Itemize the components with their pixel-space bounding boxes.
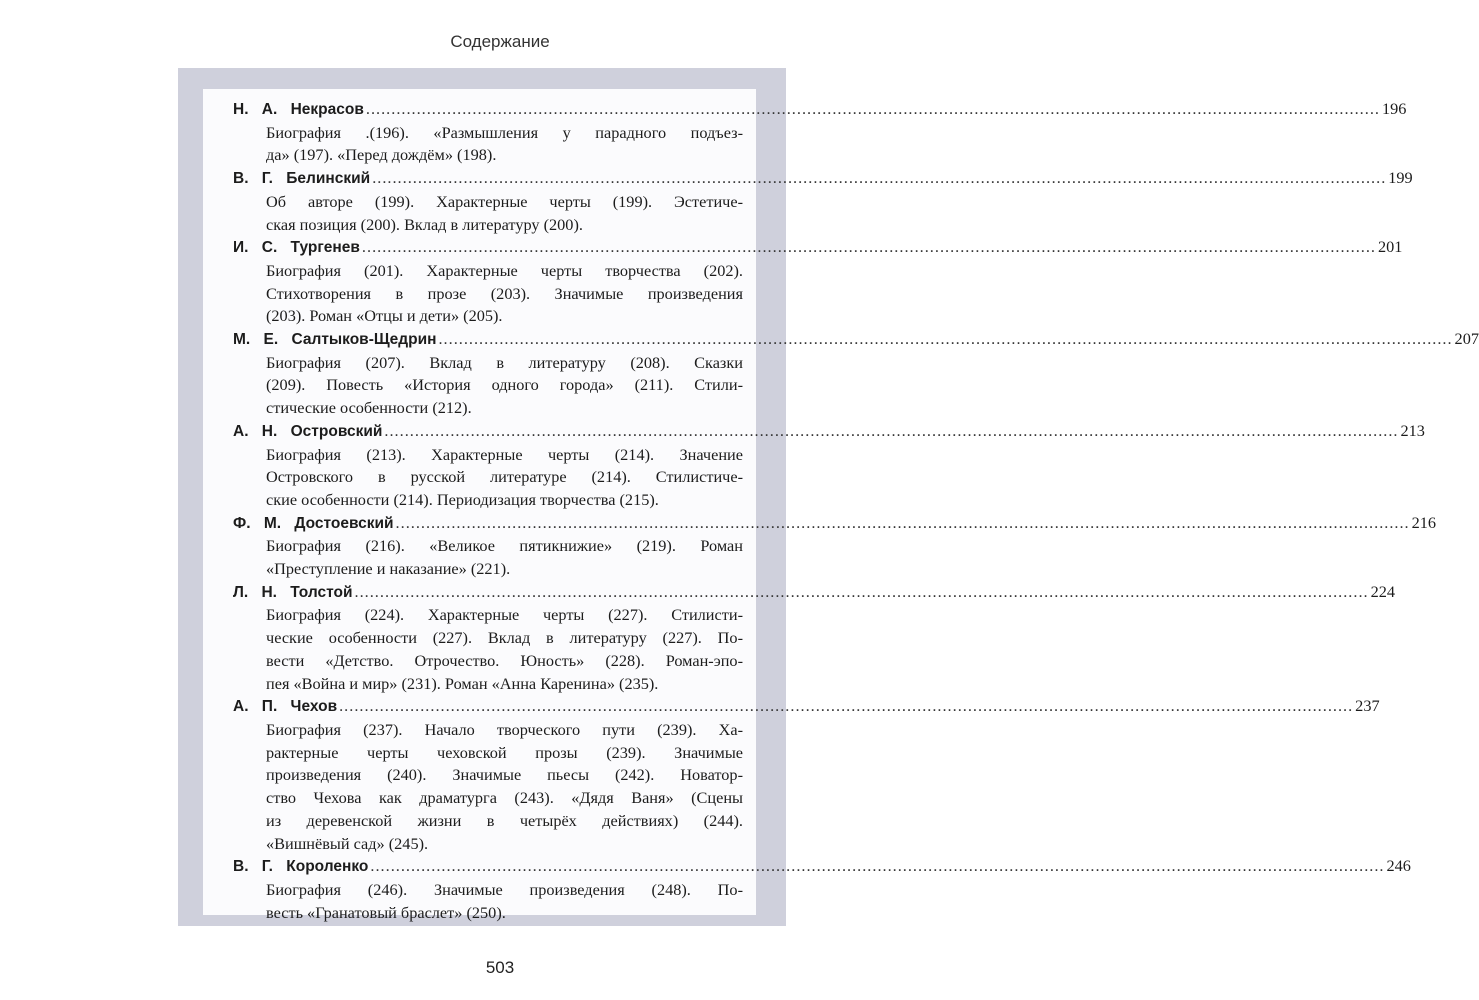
toc-entry xyxy=(233,328,1479,420)
description-line: из деревенской жизни в четырёх действиях) (244). xyxy=(266,810,743,830)
dot-leader: ........................................................................................................................................................................................................ xyxy=(339,696,1354,716)
description-line: Биография (246). Значимые произведения (248). По- xyxy=(266,879,743,899)
description-line: Биография (237). Начало творческого пути (239). Ха- xyxy=(266,719,743,739)
description-line: Об авторе (199). Характерные черты (199). Эстетиче- xyxy=(266,191,743,211)
description-line: Биография (224). Характерные черты (227). Стилисти- xyxy=(266,605,743,625)
toc-entry xyxy=(233,695,1380,855)
toc-entry xyxy=(233,236,1403,328)
toc-entry-title[interactable] xyxy=(233,855,1411,879)
author-name: Л. Н. Толстой xyxy=(233,583,353,601)
table-of-contents xyxy=(233,98,1479,924)
dot-leader: ........................................................................................................................................................................................................ xyxy=(384,420,1399,440)
toc-page-number: 246 xyxy=(1386,856,1411,876)
toc-entry-description xyxy=(233,191,743,236)
author-name: И. С. Тургенев xyxy=(233,239,360,257)
toc-page-number: 213 xyxy=(1400,420,1425,440)
description-line: Стихотворения в прозе (203). Значимые произведения xyxy=(266,283,743,303)
toc-entry xyxy=(233,420,1425,512)
toc-entry xyxy=(233,581,1395,696)
toc-entry xyxy=(233,167,1413,236)
description-line: произведения (240). Значимые пьесы (242). Новатор- xyxy=(266,765,743,785)
toc-entry-description xyxy=(233,122,743,167)
description-line: весть «Гранатовый браслет» (250). xyxy=(266,902,506,922)
toc-entry-description xyxy=(233,444,743,512)
toc-page-number: 216 xyxy=(1411,512,1437,532)
description-line: ство Чехова как драматурга (243). «Дядя Ваня» (Сцены xyxy=(266,788,743,808)
author-name: Ф. М. Достоевский xyxy=(233,514,394,532)
toc-entry-description xyxy=(233,879,743,924)
description-line: ская позиция (200). Вклад в литературу (200). xyxy=(266,214,583,234)
toc-entry-description xyxy=(233,719,743,855)
toc-entry-title[interactable] xyxy=(233,236,1403,260)
toc-entry-title[interactable] xyxy=(233,328,1479,352)
toc-entry xyxy=(233,512,1437,581)
description-line: вести «Детство. Отрочество. Юность» (228). Роман-эпо- xyxy=(266,650,743,670)
author-name: В. Г. Белинский xyxy=(233,170,371,188)
toc-page-number: 199 xyxy=(1388,168,1413,188)
description-line: ческие особенности (227). Вклад в литературу (227). По- xyxy=(266,628,743,648)
description-line: (203). Роман «Отцы и дети» (205). xyxy=(266,306,503,326)
dot-leader: ........................................................................................................................................................................................................ xyxy=(354,581,1369,601)
description-line: стические особенности (212). xyxy=(266,398,472,418)
toc-entry-title[interactable] xyxy=(233,581,1395,605)
toc-entry-description xyxy=(233,604,743,695)
toc-page-number: 201 xyxy=(1377,237,1403,257)
toc-entry-title[interactable] xyxy=(233,695,1380,719)
description-line: да» (197). «Перед дождём» (198). xyxy=(266,145,497,165)
dot-leader: ........................................................................................................................................................................................................ xyxy=(372,168,1387,188)
dot-leader: ........................................................................................................................................................................................................ xyxy=(395,512,1410,532)
dot-leader: ........................................................................................................................................................................................................ xyxy=(361,237,1376,257)
description-line: Биография (213). Характерные черты (214). Значение xyxy=(266,444,743,464)
author-name: В. Г. Короленко xyxy=(233,858,369,876)
description-line: Биография (216). «Великое пятикнижие» (219). Роман xyxy=(266,536,743,556)
toc-page-number: 237 xyxy=(1355,696,1380,716)
author-name: А. Н. Островский xyxy=(233,422,383,440)
description-line: (209). Повесть «История одного города» (211). Стили- xyxy=(266,375,743,395)
description-line: ские особенности (214). Периодизация творчества (215). xyxy=(266,489,659,509)
toc-page-number: 196 xyxy=(1381,99,1407,118)
author-name: Н. А. Некрасов xyxy=(233,101,364,118)
description-line: Биография .(196). «Размышления у парадного подъез- xyxy=(266,122,743,142)
toc-entry xyxy=(233,98,1407,167)
description-line: Островского в русской литературе (214). Стилистиче- xyxy=(266,467,743,487)
toc-entry-title[interactable] xyxy=(233,512,1437,536)
toc-entry-description xyxy=(233,260,743,328)
description-line: рактерные черты чеховской прозы (239). Значимые xyxy=(266,742,743,762)
toc-entry-description xyxy=(233,535,743,580)
dot-leader: ........................................................................................................................................................................................................ xyxy=(438,329,1453,349)
description-line: Биография (201). Характерные черты творчества (202). xyxy=(266,260,743,280)
author-name: М. Е. Салтыков-Щедрин xyxy=(233,331,437,349)
toc-entry xyxy=(233,855,1411,924)
author-name: А. П. Чехов xyxy=(233,698,338,716)
description-line: «Вишнёвый сад» (245). xyxy=(266,833,429,853)
description-line: Биография (207). Вклад в литературу (208). Сказки xyxy=(266,352,743,372)
description-line: пея «Война и мир» (231). Роман «Анна Каренина» (235). xyxy=(266,673,659,693)
toc-page-number: 224 xyxy=(1370,581,1395,601)
page-number: 503 xyxy=(485,958,515,977)
toc-page-number: 207 xyxy=(1454,329,1479,349)
toc-entry-description xyxy=(233,352,743,420)
dot-leader: ........................................................................................................................................................................................................ xyxy=(370,856,1385,876)
toc-entry-title[interactable] xyxy=(233,167,1413,191)
page-header: Содержание xyxy=(450,32,550,51)
dot-leader: ........................................................................................................................................................................................................ xyxy=(365,99,1380,118)
toc-entry-title[interactable] xyxy=(233,98,1407,122)
description-line: «Преступление и наказание» (221). xyxy=(266,559,511,579)
toc-entry-title[interactable] xyxy=(233,420,1425,444)
